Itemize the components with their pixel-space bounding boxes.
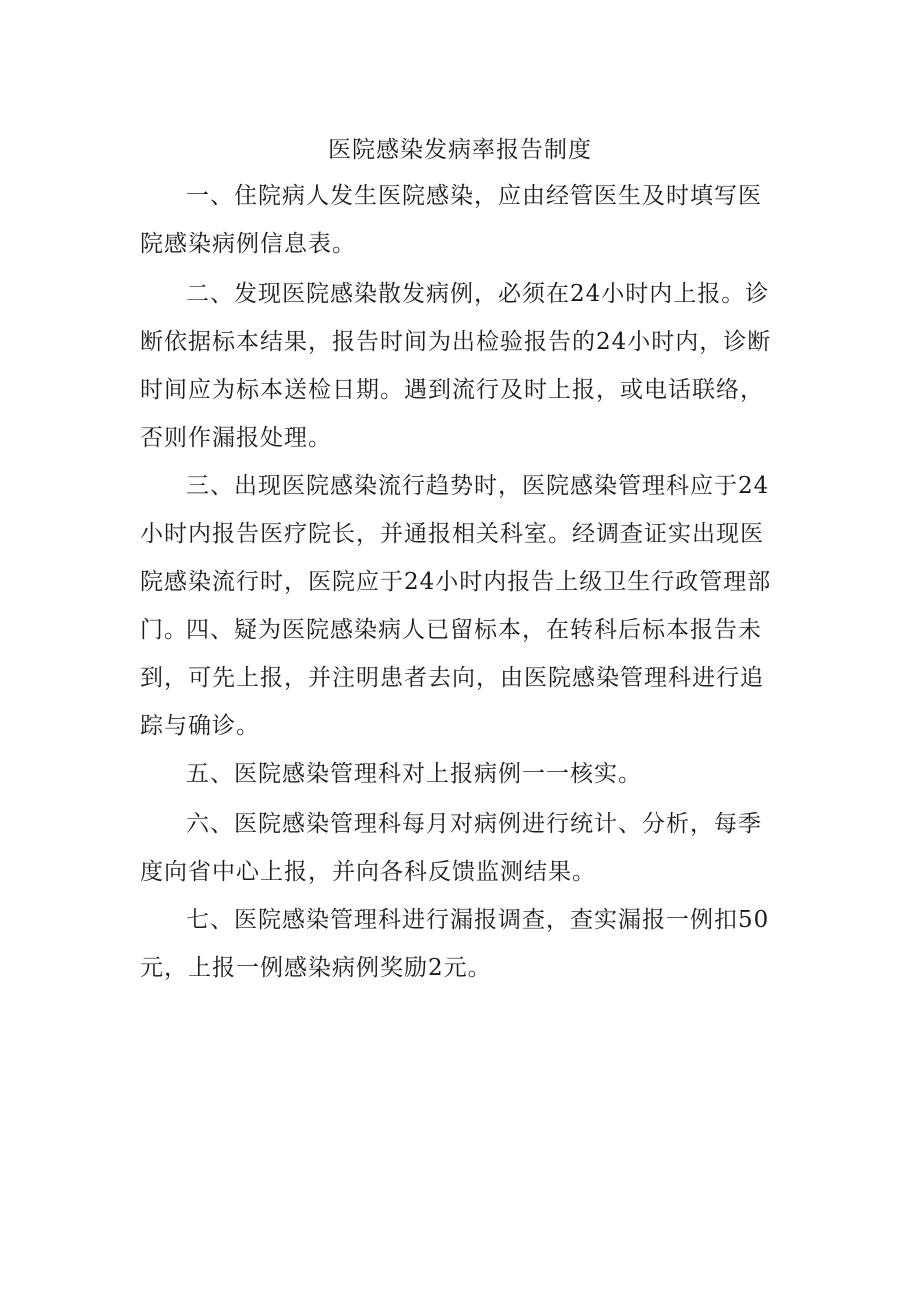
paragraph-6: 六、医院感染管理科每月对病例进行统计、分析，每季度向省中心上报，并向各科反馈监测结果。 [140, 811, 762, 885]
paragraph-4: 四、疑为医院感染病人已留标本，在转科后标本报告未到，可先上报，并注明患者去向，由医院感染管理科进行追踪与确诊。 [140, 617, 764, 739]
paragraph-1: 一、住院病人发生医院感染，应由经管医生及时填写医院感染病例信息表。 [140, 183, 762, 257]
paragraph-3: 三、出现医院感染流行趋势时，医院感染管理科应于24小时内报告医疗院长，并通报相关科室。经调查证实出现医院感染流行时，医院应于24小时内报告上级卫生行政管理部门。 [140, 473, 772, 643]
paragraph-7: 七、医院感染管理科进行漏报调查，查实漏报一例扣50元，上报一例感染病例奖励2元。 [140, 907, 770, 981]
document-title: 医院感染发病率报告制度 [328, 137, 592, 163]
paragraph-2: 二、发现医院感染散发病例，必须在24小时内上报。诊断依据标本结果，报告时间为出检验报告的24小时内，诊断时间应为标本送检日期。遇到流行及时上报，或电话联络，否则作漏报处理。 [140, 281, 772, 451]
paragraph-5: 五、医院感染管理科对上报病例一一核实。 [186, 761, 642, 787]
